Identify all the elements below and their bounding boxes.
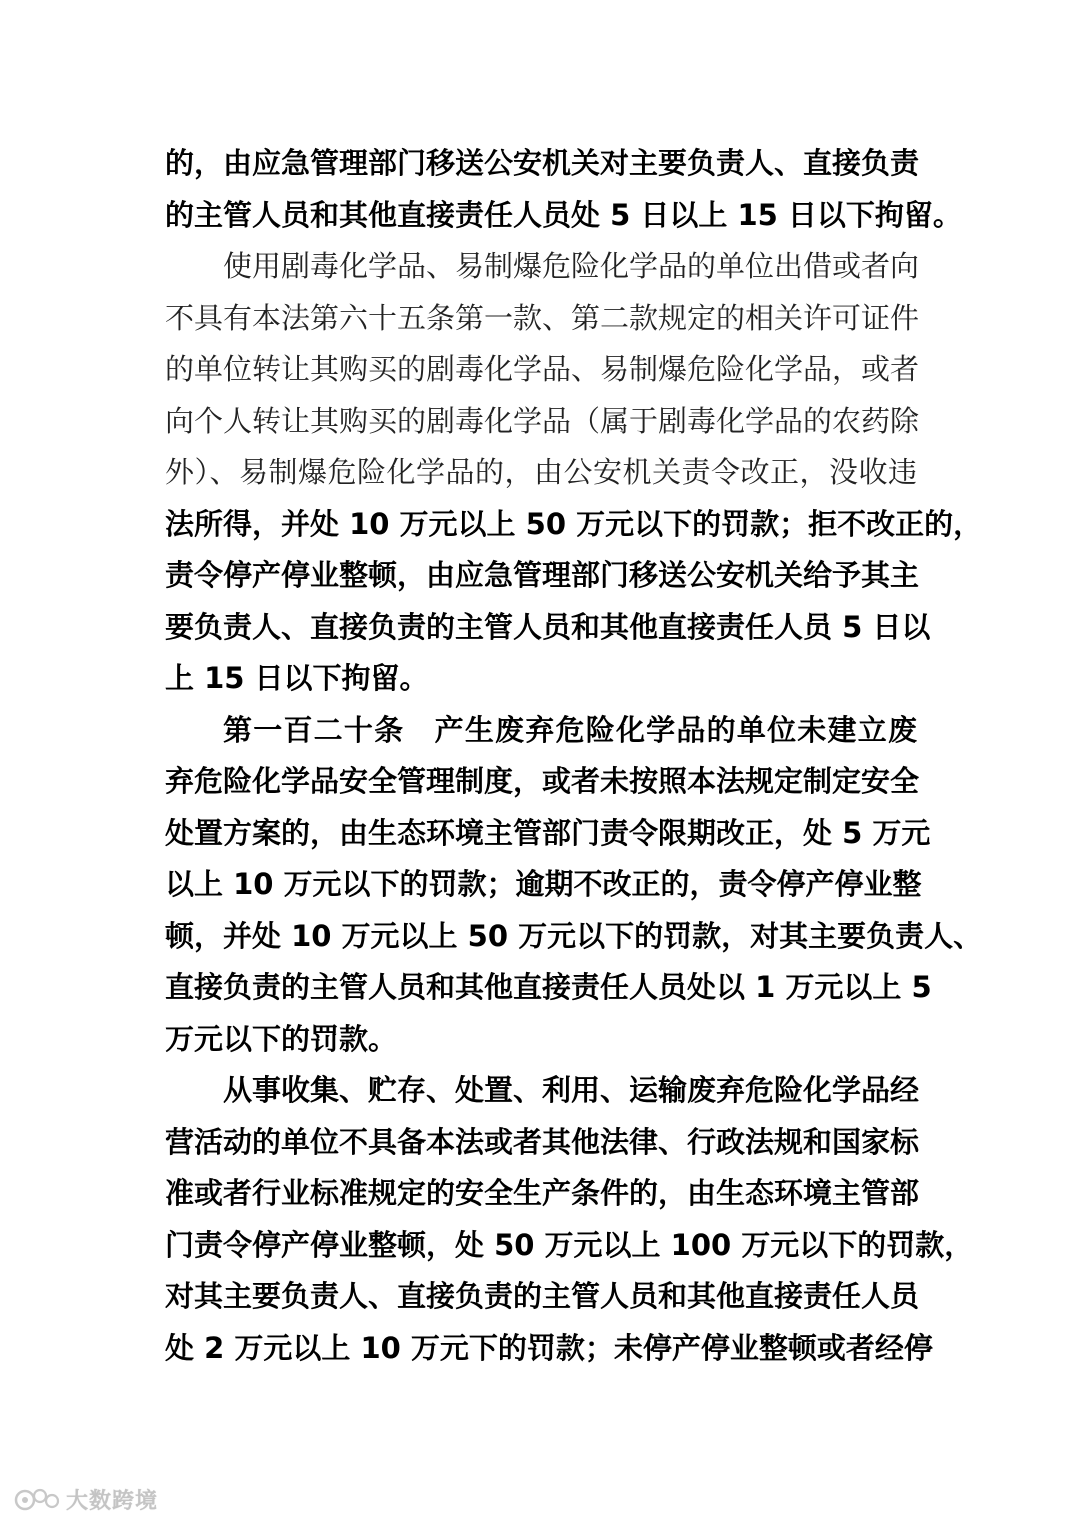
- watermark-text: 大数跨境: [66, 1489, 159, 1514]
- text-line: 弃危险化学品安全管理制度，或者未按照本法规定制定安全: [165, 764, 920, 798]
- text-line: 的主管人员和其他直接责任人员处 5 日以上 15 日以下拘留。: [165, 197, 962, 232]
- text-line: 不具有本法第六十五条第一款、第二款规定的相关许可证件: [165, 300, 920, 335]
- text-line: 处置方案的，由生态环境主管部门责令限期改正，处 5 万元: [165, 815, 931, 850]
- paragraph-end-line: 上 15 日以下拘留。: [165, 661, 429, 695]
- text-line: 准或者行业标准规定的安全生产条件的，由生态环境主管部: [165, 1176, 920, 1210]
- text-line: 直接负责的主管人员和其他直接责任人员处以 1 万元以上 5: [165, 970, 932, 1004]
- text-line: 法所得，并处 10 万元以上 50 万元以下的罚款；拒不改正的，: [165, 506, 983, 541]
- article-heading-line: 第一百二十条 产生废弃危险化学品的单位未建立废: [223, 712, 917, 747]
- paragraph-start-line: 使用剧毒化学品、易制爆危险化学品的单位出借或者向: [223, 249, 920, 283]
- text-line: 顿，并处 10 万元以上 50 万元以下的罚款，对其主要负责人、: [165, 918, 983, 953]
- text-line: 对其主要负责人、直接负责的主管人员和其他直接责任人员: [165, 1279, 920, 1313]
- watermark: [14, 1484, 158, 1515]
- document-body: [165, 138, 983, 1374]
- text-line: 责令停产停业整顿，由应急管理部门移送公安机关给予其主: [165, 558, 920, 592]
- text-line: 以上 10 万元以下的罚款；逾期不改正的，责令停产停业整: [165, 867, 922, 901]
- text-line: 外）、易制爆危险化学品的，由公安机关责令改正，没收违: [165, 455, 917, 489]
- text-line: 向个人转让其购买的剧毒化学品（属于剧毒化学品的农药除: [165, 403, 920, 438]
- text-line: 要负责人、直接负责的主管人员和其他直接责任人员 5 日以: [165, 609, 931, 644]
- text-line: 门责令停产停业整顿，处 50 万元以上 100 万元以下的罚款，: [165, 1227, 974, 1262]
- text-line: 的，由应急管理部门移送公安机关对主要负责人、直接负责: [165, 146, 920, 180]
- text-line: 营活动的单位不具备本法或者其他法律、行政法规和国家标: [165, 1124, 920, 1159]
- text-line: 的单位转让其购买的剧毒化学品、易制爆危险化学品，或者: [165, 352, 920, 386]
- watermark-logo-icon: [14, 1487, 60, 1513]
- paragraph-end-line: 万元以下的罚款。: [165, 1021, 398, 1056]
- text-line: 处 2 万元以上 10 万元下的罚款；未停产停业整顿或者经停: [165, 1330, 933, 1365]
- paragraph-start-line: 从事收集、贮存、处置、利用、运输废弃危险化学品经: [223, 1073, 920, 1107]
